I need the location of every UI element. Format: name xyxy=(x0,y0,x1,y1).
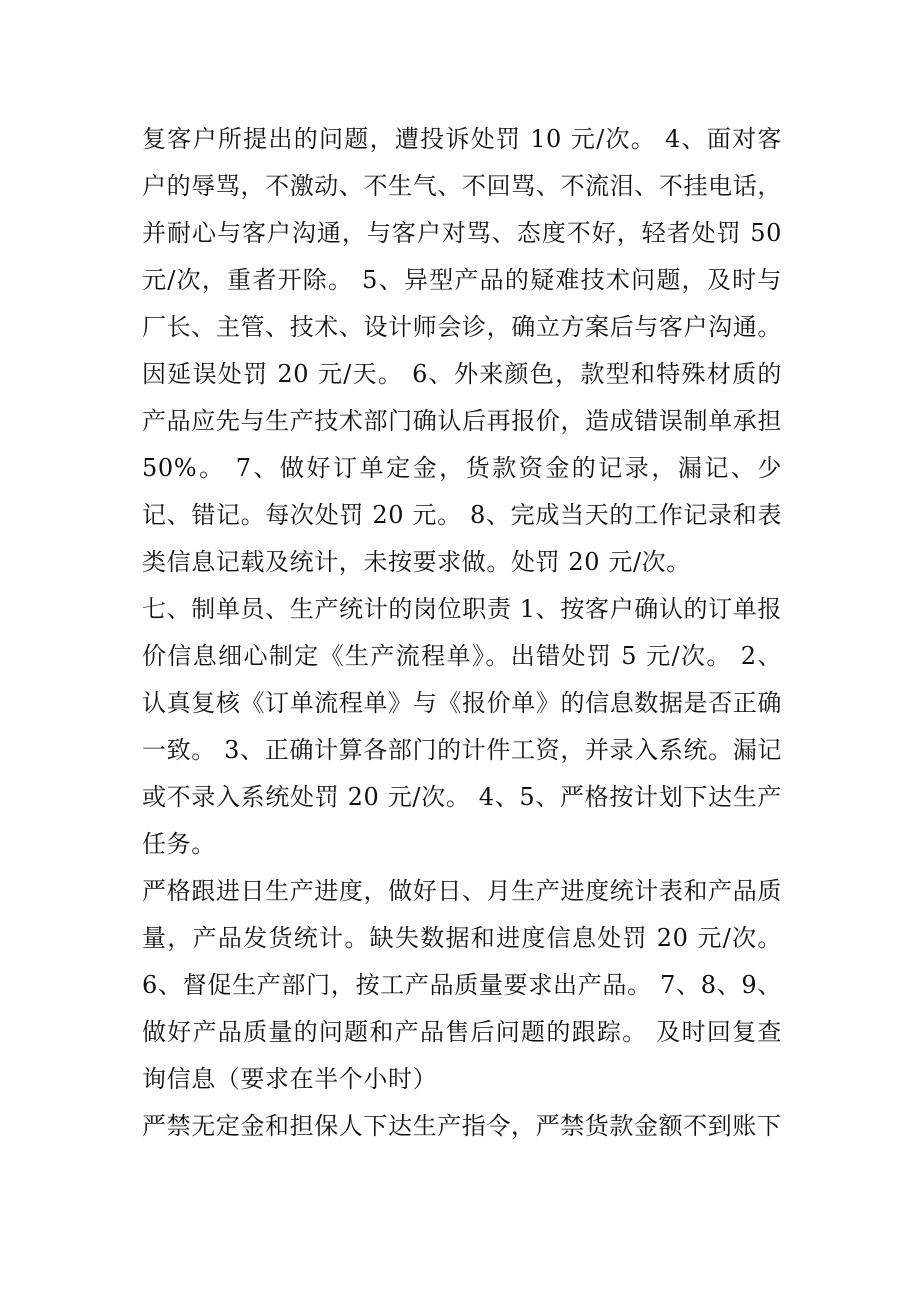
paragraph-4: 严禁无定金和担保人下达生产指令，严禁货款金额不到账下 xyxy=(142,1112,782,1140)
paragraph-1: 复客户所提出的问题，遭投诉处罚 10 元/次。 4、面对客户的辱骂，不激动、不生气、不回骂、不流泪、不挂电话，并耐心与客户沟通，与客户对骂、态度不好，轻者处罚 50 元/次，重者开除。 5、异型产品的疑难技术问题，及时与厂长、主管、技术、设计师会诊，确立方案后与客户沟通。因延误处罚 20 元/天。 6、外来颜色，款型和特殊材质的产品应先与生产技术部门确认后再报价，造成错误制单承担 50%。 7、做好订单定金，货款资金的记录，漏记、少记、错记。每次处罚 20 元。 8、完成当天的工作记录和表类信息记载及统计，未按要求做。处罚 20 元/次。 xyxy=(142,125,782,576)
paragraph-2: 七、制单员、生产统计的岗位职责 1、按客户确认的订单报价信息细心制定《生产流程单》。出错处罚 5 元/次。 2、认真复核《订单流程单》与《报价单》的信息数据是否正确一致。 3、正确计算各部门的计件工资，并录入系统。漏记或不录入系统处罚 20 元/次。 4、5、严格按计划下达生产任务。 xyxy=(142,595,782,858)
document-body xyxy=(142,116,782,1150)
paragraph-3: 严格跟进日生产进度，做好日、月生产进度统计表和产品质量，产品发货统计。缺失数据和进度信息处罚 20 元/次。 6、督促生产部门，按工产品质量要求出产品。 7、8、9、做好产品质量的问题和产品售后问题的跟踪。 及时回复查询信息（要求在半个小时） xyxy=(142,877,782,1093)
